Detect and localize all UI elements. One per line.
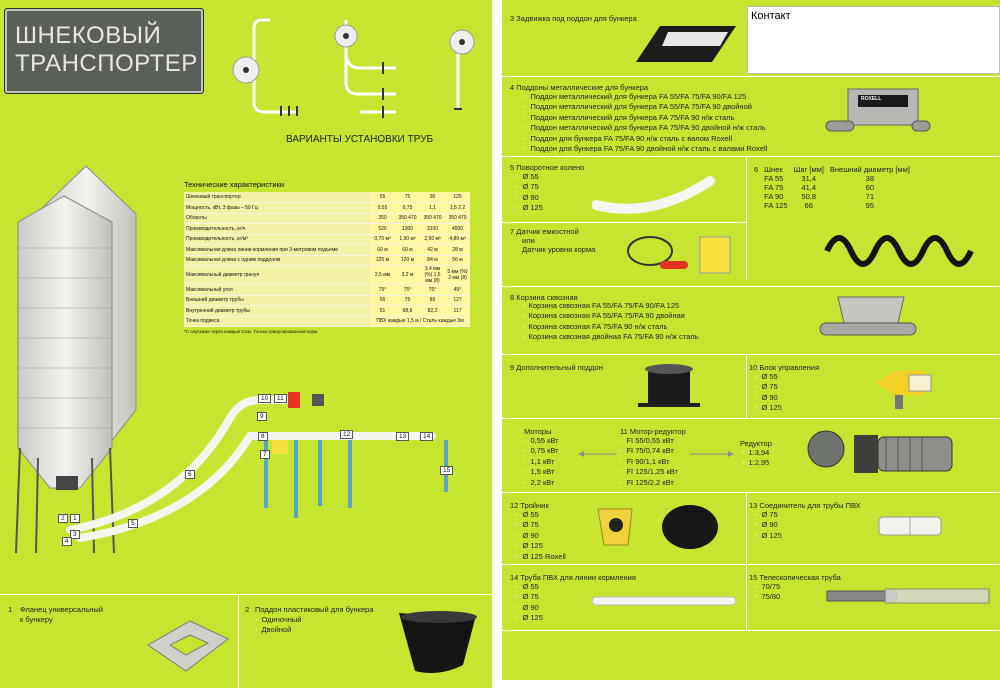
auger-specs-row (751, 201, 913, 210)
item-13-option: • Ø 90 (755, 520, 782, 530)
tech-spec-value: 3,2 м (395, 266, 420, 285)
auger-head-diameter: Внешний диаметр [мм] (829, 165, 910, 174)
auger-spec-cell: FA 90 (764, 192, 784, 201)
item-5-option: • Ø 75 (516, 182, 543, 192)
tech-spec-value: 56 (370, 295, 395, 306)
callout-14: 14 (420, 432, 433, 441)
item-4-option: • Поддон металлический для бункера FA 55/FA 75/FA 90 двойной (524, 102, 767, 112)
tech-spec-name: Внутренний диаметр трубы (184, 306, 370, 317)
tech-spec-value: 350 470 (420, 213, 445, 224)
item-10-option: • Ø 55 (755, 372, 782, 382)
right-page (502, 0, 1000, 680)
item-12-option: • Ø 90 (516, 531, 566, 541)
item-11-motor (502, 418, 1000, 492)
item-4-option: • Поддон металлический для бункера FA 75/FA 90 н/ж сталь (524, 113, 767, 123)
item-2-list (255, 615, 301, 636)
reducer-option: • 1:3,94 (742, 448, 769, 458)
tech-spec-value: 84 м (420, 255, 445, 266)
callout-3: 3 (70, 530, 80, 539)
motors-list (524, 436, 559, 488)
sensor-image (624, 229, 742, 283)
auger-spec-cell: 60 (865, 183, 875, 192)
callout-5: 5 (128, 519, 138, 528)
tech-specs-row (184, 255, 470, 266)
tech-specs-header: Технические характеристики (184, 180, 285, 189)
item-7-title-c: Датчик уровня корма (522, 245, 596, 254)
tech-spec-name: Максимальная длина линии кормления при 3-метровом подъеме (184, 245, 370, 256)
telescopic-pipe-image (825, 585, 995, 609)
item-2-plastic-tray (238, 594, 492, 688)
tech-specs-row (184, 266, 470, 285)
item-12-option: • Ø 75 (516, 520, 566, 530)
item-8-option: • Корзина сквозная двойная FA 75/FA 90 н/ж сталь (522, 332, 699, 342)
item-13-title: 13 Соединитель для трубы ПВХ (749, 501, 861, 510)
item-12-tee (502, 492, 746, 564)
item-7-sensor (502, 222, 746, 286)
tech-specs-note: *С опусками через каждые 0,5м. Только гранулированный корм. (184, 329, 319, 334)
left-page (0, 0, 492, 688)
callout-6: 6 (185, 470, 195, 479)
auger-spec-cell: 71 (865, 192, 875, 201)
item-8-option: • Корзина сквозная FA 55/FA 75/FA 90 двойная (522, 311, 699, 321)
item-12-title: 12 Тройник (510, 501, 549, 510)
flange-image (142, 615, 232, 677)
reducer-title: Редуктор (740, 439, 772, 448)
tech-spec-value: ПВХ каждые 1,5 м / Сталь каждые 3м (370, 316, 470, 327)
item-5-elbow (502, 156, 746, 222)
tech-spec-value: 127 (445, 295, 470, 306)
item-8-basket (502, 286, 1000, 354)
item-14-list (516, 582, 543, 624)
tech-spec-value: 75 (395, 295, 420, 306)
gate-image (632, 22, 742, 70)
tech-spec-value: 4500 (445, 224, 470, 235)
tech-spec-value: 117 (445, 306, 470, 317)
motors-title: Моторы (524, 427, 552, 436)
item-12-option: • Ø 125 Roxell (516, 552, 566, 562)
callout-7: 7 (260, 450, 270, 459)
item-4-option: • Поддон металлический для бункера FA 75/FA 90 двойной н/ж сталь (524, 123, 767, 133)
item-1-num: 1 (8, 605, 13, 614)
tech-spec-value: 75° (370, 285, 395, 296)
tech-specs-row (184, 234, 470, 245)
motor-reducer-image (802, 425, 972, 487)
item-6-auger (746, 156, 1000, 280)
callout-11: 11 (274, 394, 287, 403)
auger-spec-cell: FA 75 (764, 183, 784, 192)
tech-spec-value: 520 (370, 224, 395, 235)
tech-spec-value: 120 м (395, 255, 420, 266)
motor-reducer-option: • FI 125/1,25 кВт (620, 467, 678, 477)
title-line-1: ШНЕКОВЫЙ (15, 22, 162, 49)
tech-spec-value: 60 м (395, 245, 420, 256)
item-15-option: • 70/75 (755, 582, 780, 592)
item-8-list (522, 301, 699, 343)
item-4-list (524, 92, 767, 154)
tech-spec-value: 3100 (420, 224, 445, 235)
item-5-option: • Ø 55 (516, 172, 543, 182)
item-14-title: 14 Труба ПВХ для линии кормления (510, 573, 636, 582)
item-11-list (620, 436, 678, 488)
item-8-title: 8 Корзина сквозная (510, 293, 578, 302)
tech-spec-value: 125 (445, 192, 470, 203)
tech-spec-value: 89 (420, 295, 445, 306)
motor-option: • 0,55 кВт (524, 436, 559, 446)
tech-spec-value: 1,90 м³ (395, 234, 420, 245)
item-10-option: • Ø 75 (755, 382, 782, 392)
tech-specs-table (184, 192, 470, 327)
tee-image (592, 501, 722, 561)
item-2-title: Поддон пластиковый для бункера (255, 605, 374, 614)
empty-footer-row (502, 630, 1000, 680)
tech-specs-row (184, 192, 470, 203)
item-15-telescopic-pipe (746, 564, 1000, 630)
item-5-list (516, 172, 543, 214)
tech-spec-name: Обороты (184, 213, 370, 224)
motor-option: • 1,5 кВт (524, 467, 559, 477)
tech-spec-value: 120 м (370, 255, 395, 266)
auger-specs-row (751, 192, 913, 201)
pvc-pipe-image (590, 593, 740, 609)
tech-spec-value: 350 (370, 213, 395, 224)
auger-specs-row (751, 174, 913, 183)
motor-option: • 2,2 кВт (524, 478, 559, 488)
callout-12: 12 (340, 430, 353, 439)
item-5-option: • Ø 90 (516, 193, 543, 203)
item-4-title: 4 Поддоны металлические для бункера (510, 83, 649, 92)
item-3-gate (502, 0, 1000, 76)
tech-spec-value: 350 470 (445, 213, 470, 224)
auger-specs-row (751, 183, 913, 192)
page-title (4, 8, 204, 94)
item-10-option: • Ø 125 (755, 403, 782, 413)
motor-reducer-option: • FI 75/0,74 кВт (620, 446, 678, 456)
control-unit-image (865, 363, 945, 415)
roxell-logo-text: ROXELL (861, 96, 882, 102)
tech-spec-value: 5 мм (%) 2 мм (8) (445, 266, 470, 285)
tech-spec-value: 42 м (420, 245, 445, 256)
auger-head-pitch: Шаг [мм] (793, 165, 824, 174)
tech-spec-name: Точка подвеса (184, 316, 370, 327)
item-4-option: • Поддон для бункера FA 75/FA 90 н/ж сталь с валом Roxell (524, 134, 767, 144)
callout-9: 9 (257, 412, 267, 421)
item-3-title: 3 Задвижка под поддон для бункера (510, 14, 637, 23)
item-15-title: 15 Телескопическая труба (749, 573, 841, 582)
item-14-option: • Ø 90 (516, 603, 543, 613)
item-14-option: • Ø 125 (516, 613, 543, 623)
tech-specs-row (184, 295, 470, 306)
auger-spec-cell: 66 (804, 201, 813, 210)
tech-spec-value: 75° (420, 285, 445, 296)
item-9-title: 9 Дополнительный поддон (510, 363, 603, 372)
item-13-list (755, 510, 782, 541)
tech-spec-value: 3,4 мм (%) 1,5 мм (8) (420, 266, 445, 285)
auger-spec-cell: 95 (865, 201, 875, 210)
tech-spec-value: 4,80 м³ (445, 234, 470, 245)
tech-spec-value: 1300 (395, 224, 420, 235)
tech-spec-value: 0,75 (395, 203, 420, 214)
item-4-option: • Поддон металлический для бункера FA 55/FA 75/FA 90/FA 125 (524, 92, 767, 102)
item-1-title-b: к бункеру (20, 615, 53, 624)
motor-reducer-option: • FI 90/1,1 кВт (620, 457, 678, 467)
tech-spec-value: 55 (370, 192, 395, 203)
tech-spec-value: 2,5 мм (370, 266, 395, 285)
callout-2: 2 (58, 514, 68, 523)
item-10-control-unit (746, 354, 1000, 418)
tech-spec-value: 1,5 2,2 (445, 203, 470, 214)
item-7-title-a: 7 Датчик емкостной (510, 227, 579, 236)
callout-10: 10 (258, 394, 271, 403)
tech-specs-row (184, 316, 470, 327)
tech-specs-row (184, 203, 470, 214)
item-13-option: • Ø 125 (755, 531, 782, 541)
item-2-option-single: • Одиночный (255, 615, 301, 625)
motor-option: • 0,75 кВт (524, 446, 559, 456)
tech-spec-value: 75 (395, 192, 420, 203)
tech-spec-value: 82,2 (420, 306, 445, 317)
item-10-list (755, 372, 782, 414)
item-15-option: • 75/80 (755, 592, 780, 602)
tech-specs-row (184, 224, 470, 235)
item-1-title-a: Фланец универсальный (20, 605, 103, 614)
elbow-image (592, 167, 722, 221)
auger-spec-cell: 41,4 (801, 183, 817, 192)
item-14-pvc-pipe (502, 564, 746, 630)
tech-spec-name: Мощность, кВт, 3 фазы – 50 Гц (184, 203, 370, 214)
item-6-num: 6 (754, 165, 759, 174)
item-2-option-double: • Двойной (255, 625, 301, 635)
tech-spec-value: 0,70 м³ (370, 234, 395, 245)
auger-head-name: Шнек (764, 165, 783, 174)
connector-image (875, 511, 945, 541)
tech-spec-value: 68,6 (395, 306, 420, 317)
item-1-flange (0, 594, 238, 688)
tech-spec-value: 60 м (370, 245, 395, 256)
motor-reducer-option: • FI 125/2,2 кВт (620, 478, 678, 488)
auger-specs-table (751, 165, 913, 210)
tech-spec-value: 75° (395, 285, 420, 296)
contact-box: Контакт (747, 6, 1000, 74)
item-9-extra-tray (502, 354, 746, 418)
auger-spec-cell: 31,4 (801, 174, 817, 183)
item-4-option: • Поддон для бункера FA 75/FA 90 двойной н/ж сталь с валами Roxell (524, 144, 767, 154)
callout-4: 4 (62, 537, 72, 546)
plastic-tray-image (389, 605, 485, 681)
tech-spec-value: 51 (370, 306, 395, 317)
item-5-option: • Ø 125 (516, 203, 543, 213)
basket-image (818, 293, 918, 351)
tech-spec-name: Производительность, кг/ч (184, 224, 370, 235)
item-11-title: 11 Мотор-редуктор (620, 427, 686, 436)
tech-specs-row (184, 285, 470, 296)
tech-spec-name: Внешний диаметр трубы (184, 295, 370, 306)
tech-spec-value: 2,50 м³ (420, 234, 445, 245)
pipe-variants-drawing (226, 12, 486, 132)
item-2-num: 2 (245, 605, 250, 614)
item-10-title: 10 Блок управления (749, 363, 820, 372)
item-12-option: • Ø 125 (516, 541, 566, 551)
item-12-list (516, 510, 566, 562)
motor-option: • 1,1 кВт (524, 457, 559, 467)
tech-spec-value: 45° (445, 285, 470, 296)
tech-specs (184, 180, 470, 334)
title-line-2: ТРАНСПОРТЕР (15, 50, 198, 77)
pipe-variants-caption: ВАРИАНТЫ УСТАНОВКИ ТРУБ (286, 134, 434, 145)
item-14-option: • Ø 75 (516, 592, 543, 602)
callout-13: 13 (396, 432, 409, 441)
arrows-icon (576, 449, 736, 459)
item-12-option: • Ø 55 (516, 510, 566, 520)
item-4-metal-trays (502, 76, 1000, 156)
item-13-option: • Ø 75 (755, 510, 782, 520)
tech-spec-value: 90 (420, 192, 445, 203)
reducer-list (742, 448, 769, 469)
motor-reducer-option: • FI 55/0,55 кВт (620, 436, 678, 446)
item-5-title: 5 Поворотное колено (510, 163, 585, 172)
tech-spec-value: 28 м (445, 245, 470, 256)
tech-spec-value: 350 470 (395, 213, 420, 224)
item-8-option: • Корзина сквозная FA 75/FA 90 н/ж сталь (522, 322, 699, 332)
tech-specs-row (184, 306, 470, 317)
callout-8: 8 (258, 432, 268, 441)
extra-tray-image (634, 363, 704, 413)
tech-spec-value: 1,1 (420, 203, 445, 214)
tech-spec-name: Максимальный диаметр гранул (184, 266, 370, 285)
tech-specs-row (184, 213, 470, 224)
callout-15: 15 (440, 466, 453, 475)
callout-1: 1 (70, 514, 80, 523)
item-14-option: • Ø 55 (516, 582, 543, 592)
tech-spec-name: Максимальный угол (184, 285, 370, 296)
auger-spec-cell: FA 125 (764, 201, 788, 210)
auger-spec-cell: FA 55 (764, 174, 784, 183)
auger-spiral-image (817, 221, 977, 279)
item-8-option: • Корзина сквозная FA 55/FA 75/FA 90/FA 125 (522, 301, 699, 311)
tech-specs-row (184, 245, 470, 256)
item-7-title-b: или (522, 236, 535, 245)
auger-spec-cell: 50,8 (801, 192, 817, 201)
tech-spec-value: 56 м (445, 255, 470, 266)
reducer-option: • 1:2,95 (742, 458, 769, 468)
item-10-option: • Ø 90 (755, 393, 782, 403)
item-13-connector (746, 492, 1000, 564)
auger-spec-cell: 38 (865, 174, 875, 183)
tech-spec-name: Максимальная длина с одним поддоном (184, 255, 370, 266)
tech-spec-name: Производительность, кг/м³ (184, 234, 370, 245)
tech-spec-name: Шнековый транспортер (184, 192, 370, 203)
tech-spec-value: 0,55 (370, 203, 395, 214)
item-15-list (755, 582, 780, 603)
metal-tray-image (822, 83, 932, 153)
